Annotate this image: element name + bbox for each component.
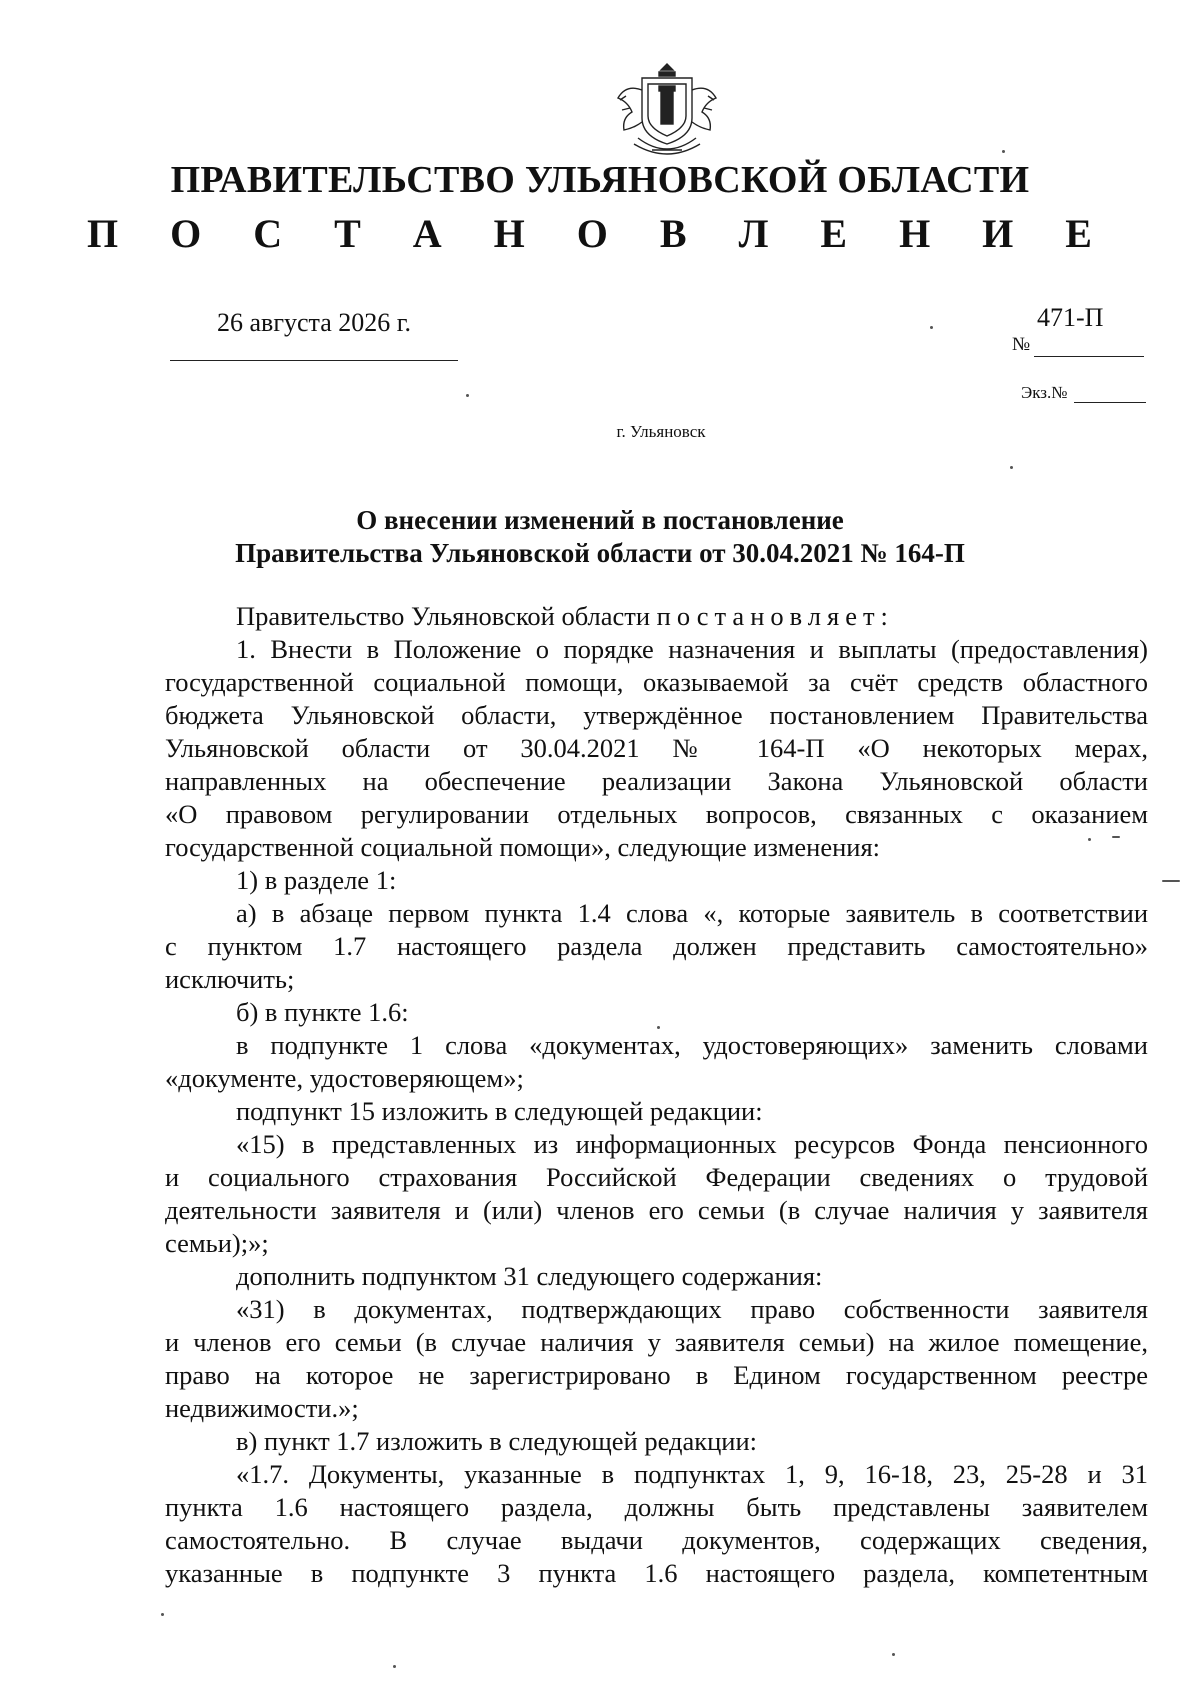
body-line: «документе, удостоверяющем»;	[165, 1063, 524, 1093]
body-line: «О правовом регулировании отдельных вопросов, связанных с оказанием	[165, 799, 1148, 829]
body-line: и членов его семьи (в случае наличия у заявителя семьи) на жилое помещение,	[165, 1327, 1148, 1357]
number-label: №	[1012, 334, 1031, 355]
body-line: а) в абзаце первом пункта 1.4 слова «, которые заявитель в соответствии	[236, 898, 1148, 928]
body-line: государственной социальной помощи», следующие изменения:	[165, 832, 881, 862]
intro-text: Правительство Ульяновской области	[236, 601, 657, 631]
body-line: «1.7. Документы, указанные в подпунктах 1, 9, 16-18, 23, 25-28 и 31	[236, 1459, 1148, 1489]
body-line: бюджета Ульяновской области, утверждённое постановлением Правительства	[165, 700, 1148, 730]
body-line: подпункт 15 изложить в следующей редакции:	[236, 1096, 763, 1126]
intro-decree-word: постановляет:	[656, 601, 894, 631]
document-body	[165, 600, 1148, 1590]
coat-of-arms-emblem	[612, 60, 722, 160]
scan-speck	[657, 1026, 660, 1029]
body-line: с пунктом 1.7 настоящего раздела должен представить самостоятельно»	[165, 931, 1148, 961]
scan-speck	[393, 1665, 396, 1668]
body-line: недвижимости.»;	[165, 1393, 359, 1423]
body-line: в) пункт 1.7 изложить в следующей редакции:	[236, 1426, 758, 1456]
body-line: направленных на обеспечение реализации Закона Ульяновской области	[165, 766, 1148, 796]
scan-speck	[466, 394, 469, 397]
body-line: б) в пункте 1.6:	[236, 997, 409, 1027]
scan-speck	[930, 326, 933, 329]
scan-speck	[1088, 838, 1091, 841]
body-line: 1) в разделе 1:	[236, 865, 397, 895]
scan-speck	[892, 1653, 895, 1656]
document-number: 471-П	[1037, 303, 1104, 332]
body-line: Ульяновской области от 30.04.2021 № 164-П «О некоторых мерах,	[165, 733, 1148, 763]
document-type-heading: П О С Т А Н О В Л Е Н И Е	[87, 211, 1113, 256]
scan-speck	[1112, 836, 1120, 838]
body-intro	[165, 600, 1148, 633]
body-line: самостоятельно. В случае выдачи документов, содержащих сведения,	[165, 1525, 1148, 1555]
document-date: 26 августа 2026 г.	[217, 308, 411, 337]
copy-number-label: Экз.№	[1021, 383, 1068, 402]
city-name: г. Ульяновск	[616, 422, 706, 441]
body-line: право на которое не зарегистрировано в Едином государственном реестре	[165, 1360, 1148, 1390]
body-line: в подпункте 1 слова «документах, удостоверяющих» заменить словами	[236, 1030, 1148, 1060]
number-underline	[1034, 356, 1144, 357]
scan-speck	[1162, 880, 1180, 882]
document-title-line-1: О внесении изменений в постановление	[356, 505, 844, 535]
organization-name: ПРАВИТЕЛЬСТВО УЛЬЯНОВСКОЙ ОБЛАСТИ	[170, 159, 1030, 201]
scan-speck	[1002, 150, 1005, 153]
body-line: деятельности заявителя и (или) членов его семьи (в случае наличия у заявителя	[165, 1195, 1148, 1225]
body-line: «31) в документах, подтверждающих право собственности заявителя	[236, 1294, 1148, 1324]
scan-speck	[1010, 466, 1013, 469]
body-line: «15) в представленных из информационных ресурсов Фонда пенсионного	[236, 1129, 1148, 1159]
copy-number-underline	[1074, 402, 1146, 403]
body-line: семьи);»;	[165, 1228, 269, 1258]
body-line: государственной социальной помощи, оказываемой за счёт средств областного	[165, 667, 1148, 697]
body-line: дополнить подпунктом 31 следующего содержания:	[236, 1261, 823, 1291]
body-line: пункта 1.6 настоящего раздела, должны быть представлены заявителем	[165, 1492, 1148, 1522]
body-line: и социального страхования Российской Федерации сведениях о трудовой	[165, 1162, 1148, 1192]
body-line: исключить;	[165, 964, 295, 994]
body-line: 1. Внести в Положение о порядке назначения и выплаты (предоставления)	[236, 634, 1148, 664]
date-underline	[170, 360, 458, 361]
body-line: указанные в подпункте 3 пункта 1.6 настоящего раздела, компетентным	[165, 1558, 1148, 1588]
scan-speck	[161, 1613, 164, 1616]
document-title-line-2: Правительства Ульяновской области от 30.04.2021 № 164-П	[235, 538, 965, 568]
